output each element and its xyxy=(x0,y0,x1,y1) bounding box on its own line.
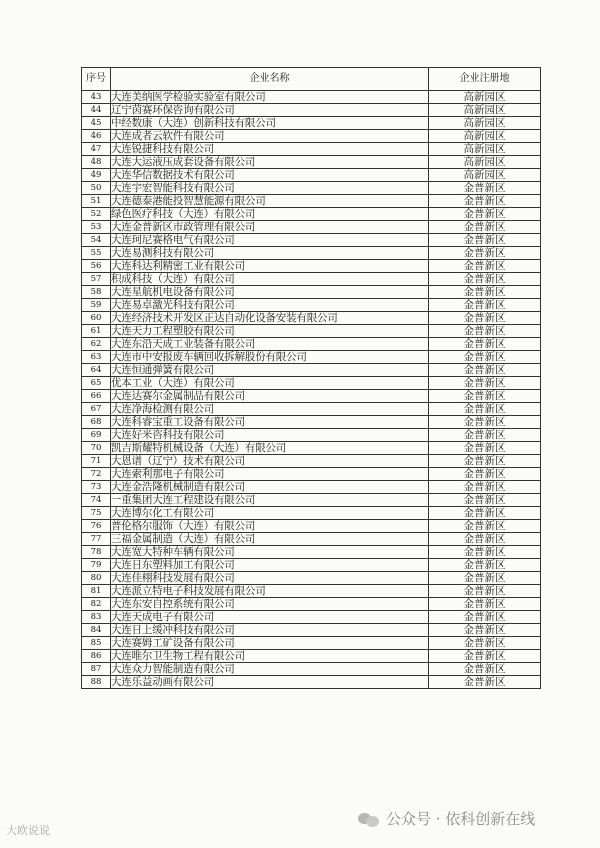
table-row xyxy=(82,637,541,650)
registration-location: 金普新区 xyxy=(429,507,541,520)
table-row xyxy=(82,338,541,351)
table-row xyxy=(82,208,541,221)
table-row xyxy=(82,351,541,364)
table-row xyxy=(82,286,541,299)
company-name: 大连唯尔卫生物工程有限公司 xyxy=(111,650,429,663)
registration-location: 金普新区 xyxy=(429,520,541,533)
table-row xyxy=(82,377,541,390)
row-number: 77 xyxy=(82,533,111,546)
registration-location: 金普新区 xyxy=(429,351,541,364)
company-name: 优本工业（大连）有限公司 xyxy=(111,377,429,390)
table-row xyxy=(82,520,541,533)
row-number: 83 xyxy=(82,611,111,624)
table-row xyxy=(82,429,541,442)
table-row xyxy=(82,169,541,182)
company-name: 一重集团大连工程建设有限公司 xyxy=(111,494,429,507)
registration-location: 金普新区 xyxy=(429,299,541,312)
registration-location: 金普新区 xyxy=(429,390,541,403)
table-row xyxy=(82,104,541,117)
registration-location: 高新园区 xyxy=(429,130,541,143)
company-name: 大连日东塑料加工有限公司 xyxy=(111,559,429,572)
registration-location: 金普新区 xyxy=(429,273,541,286)
row-number: 65 xyxy=(82,377,111,390)
company-name: 凯吉斯耀特机械设备（大连）有限公司 xyxy=(111,442,429,455)
table-row xyxy=(82,468,541,481)
registration-location: 金普新区 xyxy=(429,247,541,260)
table-body xyxy=(82,91,541,689)
company-name: 大连锐捷科技有限公司 xyxy=(111,143,429,156)
row-number: 82 xyxy=(82,598,111,611)
company-name: 大连派立特电子科技发展有限公司 xyxy=(111,585,429,598)
row-number: 71 xyxy=(82,455,111,468)
company-name: 大连天力工程塑胶有限公司 xyxy=(111,325,429,338)
registration-location: 金普新区 xyxy=(429,364,541,377)
row-number: 86 xyxy=(82,650,111,663)
company-name: 大恩谱（辽宁）技术有限公司 xyxy=(111,455,429,468)
table-row xyxy=(82,390,541,403)
company-name: 大连易测科技有限公司 xyxy=(111,247,429,260)
header-location: 企业注册地 xyxy=(429,68,541,91)
wechat-watermark xyxy=(358,808,535,829)
table-row xyxy=(82,507,541,520)
table-row xyxy=(82,650,541,663)
registration-location: 金普新区 xyxy=(429,676,541,689)
registration-location: 金普新区 xyxy=(429,611,541,624)
registration-location: 金普新区 xyxy=(429,533,541,546)
company-name: 大连东沿天成工业装备有限公司 xyxy=(111,338,429,351)
company-name: 大连日上缓冲科技有限公司 xyxy=(111,624,429,637)
row-number: 60 xyxy=(82,312,111,325)
table-row xyxy=(82,494,541,507)
registration-location: 金普新区 xyxy=(429,403,541,416)
row-number: 67 xyxy=(82,403,111,416)
company-name: 大连乐益动画有限公司 xyxy=(111,676,429,689)
row-number: 81 xyxy=(82,585,111,598)
table-row xyxy=(82,299,541,312)
row-number: 54 xyxy=(82,234,111,247)
row-number: 66 xyxy=(82,390,111,403)
company-name: 大连华信数据技术有限公司 xyxy=(111,169,429,182)
registration-location: 金普新区 xyxy=(429,624,541,637)
company-name: 大连成者云软件有限公司 xyxy=(111,130,429,143)
company-name: 大连星航机电设备有限公司 xyxy=(111,286,429,299)
table-row xyxy=(82,260,541,273)
company-name: 大连净海检测有限公司 xyxy=(111,403,429,416)
registration-location: 金普新区 xyxy=(429,234,541,247)
row-number: 85 xyxy=(82,637,111,650)
row-number: 61 xyxy=(82,325,111,338)
table-row xyxy=(82,143,541,156)
registration-location: 高新园区 xyxy=(429,91,541,104)
company-name: 大连科达利精密工业有限公司 xyxy=(111,260,429,273)
header-name: 企业名称 xyxy=(111,68,429,91)
registration-location: 金普新区 xyxy=(429,572,541,585)
table-row xyxy=(82,598,541,611)
table-row xyxy=(82,247,541,260)
registration-location: 金普新区 xyxy=(429,559,541,572)
company-name: 大连赛姆工矿设备有限公司 xyxy=(111,637,429,650)
company-name: 大连佳栩科技发展有限公司 xyxy=(111,572,429,585)
registration-location: 高新园区 xyxy=(429,169,541,182)
row-number: 74 xyxy=(82,494,111,507)
company-name: 大连金浩隆机械制造有限公司 xyxy=(111,481,429,494)
row-number: 88 xyxy=(82,676,111,689)
watermark-text: 公众号 · 依科创新在线 xyxy=(386,810,536,828)
table-row xyxy=(82,195,541,208)
row-number: 50 xyxy=(82,182,111,195)
row-number: 64 xyxy=(82,364,111,377)
row-number: 84 xyxy=(82,624,111,637)
company-name: 大连金普新区市政管理有限公司 xyxy=(111,221,429,234)
table-row xyxy=(82,442,541,455)
table-row xyxy=(82,663,541,676)
row-number: 76 xyxy=(82,520,111,533)
row-number: 80 xyxy=(82,572,111,585)
row-number: 73 xyxy=(82,481,111,494)
company-name: 大连德泰港能投智慧能源有限公司 xyxy=(111,195,429,208)
registration-location: 金普新区 xyxy=(429,416,541,429)
table-row xyxy=(82,325,541,338)
company-name: 大连博尔化工有限公司 xyxy=(111,507,429,520)
row-number: 56 xyxy=(82,260,111,273)
table-row xyxy=(82,572,541,585)
registration-location: 金普新区 xyxy=(429,546,541,559)
table-row xyxy=(82,234,541,247)
company-name: 大连恒通弹簧有限公司 xyxy=(111,364,429,377)
registration-location: 金普新区 xyxy=(429,585,541,598)
company-name: 大连达赛尔金属制品有限公司 xyxy=(111,390,429,403)
registration-location: 金普新区 xyxy=(429,455,541,468)
row-number: 49 xyxy=(82,169,111,182)
table-row xyxy=(82,182,541,195)
registration-location: 金普新区 xyxy=(429,260,541,273)
company-name: 中经数康（大连）创新科技有限公司 xyxy=(111,117,429,130)
row-number: 69 xyxy=(82,429,111,442)
table-row xyxy=(82,273,541,286)
row-number: 43 xyxy=(82,91,111,104)
company-name: 大连宇宏智能科技有限公司 xyxy=(111,182,429,195)
row-number: 58 xyxy=(82,286,111,299)
enterprise-table xyxy=(81,67,541,689)
wechat-icon xyxy=(358,811,380,827)
registration-location: 金普新区 xyxy=(429,637,541,650)
row-number: 44 xyxy=(82,104,111,117)
row-number: 47 xyxy=(82,143,111,156)
company-name: 大连科睿宝重工设备有限公司 xyxy=(111,416,429,429)
company-name: 普伦格尔服饰（大连）有限公司 xyxy=(111,520,429,533)
table-row xyxy=(82,611,541,624)
registration-location: 高新园区 xyxy=(429,156,541,169)
row-number: 68 xyxy=(82,416,111,429)
table-row xyxy=(82,676,541,689)
registration-location: 金普新区 xyxy=(429,208,541,221)
company-name: 大连市中安报废车辆回收拆解股份有限公司 xyxy=(111,351,429,364)
table-row xyxy=(82,364,541,377)
registration-location: 高新园区 xyxy=(429,117,541,130)
registration-location: 金普新区 xyxy=(429,481,541,494)
company-name: 辽宁茵赛环保咨询有限公司 xyxy=(111,104,429,117)
table-row xyxy=(82,221,541,234)
table-row xyxy=(82,546,541,559)
company-name: 大连美纳医学检验实验室有限公司 xyxy=(111,91,429,104)
registration-location: 高新园区 xyxy=(429,104,541,117)
row-number: 87 xyxy=(82,663,111,676)
registration-location: 金普新区 xyxy=(429,221,541,234)
company-name: 大连索利那电子有限公司 xyxy=(111,468,429,481)
registration-location: 金普新区 xyxy=(429,325,541,338)
row-number: 75 xyxy=(82,507,111,520)
row-number: 53 xyxy=(82,221,111,234)
registration-location: 金普新区 xyxy=(429,286,541,299)
table-row xyxy=(82,130,541,143)
row-number: 48 xyxy=(82,156,111,169)
row-number: 52 xyxy=(82,208,111,221)
row-number: 78 xyxy=(82,546,111,559)
row-number: 57 xyxy=(82,273,111,286)
registration-location: 金普新区 xyxy=(429,598,541,611)
company-name: 大连天成电子有限公司 xyxy=(111,611,429,624)
registration-location: 金普新区 xyxy=(429,195,541,208)
header-no: 序号 xyxy=(82,68,111,91)
registration-location: 金普新区 xyxy=(429,182,541,195)
registration-location: 金普新区 xyxy=(429,429,541,442)
table-row xyxy=(82,117,541,130)
registration-location: 高新园区 xyxy=(429,143,541,156)
registration-location: 金普新区 xyxy=(429,442,541,455)
table-row xyxy=(82,559,541,572)
table-header-row xyxy=(82,68,541,91)
registration-location: 金普新区 xyxy=(429,650,541,663)
table-row xyxy=(82,481,541,494)
registration-location: 金普新区 xyxy=(429,312,541,325)
company-name: 大连众力智能制造有限公司 xyxy=(111,663,429,676)
company-name: 大连东安自控系统有限公司 xyxy=(111,598,429,611)
table-row xyxy=(82,455,541,468)
table-row xyxy=(82,156,541,169)
registration-location: 金普新区 xyxy=(429,338,541,351)
table-row xyxy=(82,624,541,637)
table-row xyxy=(82,533,541,546)
company-name: 大连易卓激光科技有限公司 xyxy=(111,299,429,312)
corner-watermark: 大欧说说 xyxy=(6,824,50,837)
registration-location: 金普新区 xyxy=(429,468,541,481)
table-row xyxy=(82,585,541,598)
row-number: 45 xyxy=(82,117,111,130)
row-number: 46 xyxy=(82,130,111,143)
row-number: 72 xyxy=(82,468,111,481)
company-name: 大连大运液压成套设备有限公司 xyxy=(111,156,429,169)
table-row xyxy=(82,416,541,429)
company-name: 大连珂尼赛格电气有限公司 xyxy=(111,234,429,247)
table-row xyxy=(82,91,541,104)
company-name: 绿色医疗科技（大连）有限公司 xyxy=(111,208,429,221)
row-number: 70 xyxy=(82,442,111,455)
company-name: 积成科技（大连）有限公司 xyxy=(111,273,429,286)
row-number: 51 xyxy=(82,195,111,208)
company-name: 大连好米咨科技有限公司 xyxy=(111,429,429,442)
row-number: 63 xyxy=(82,351,111,364)
company-name: 大连经济技术开发区正达自动化设备安装有限公司 xyxy=(111,312,429,325)
table-row xyxy=(82,312,541,325)
company-name: 大连宽大特种车辆有限公司 xyxy=(111,546,429,559)
row-number: 62 xyxy=(82,338,111,351)
table-row xyxy=(82,403,541,416)
registration-location: 金普新区 xyxy=(429,377,541,390)
row-number: 55 xyxy=(82,247,111,260)
row-number: 59 xyxy=(82,299,111,312)
row-number: 79 xyxy=(82,559,111,572)
registration-location: 金普新区 xyxy=(429,494,541,507)
company-name: 三福金属制造（大连）有限公司 xyxy=(111,533,429,546)
registration-location: 金普新区 xyxy=(429,663,541,676)
